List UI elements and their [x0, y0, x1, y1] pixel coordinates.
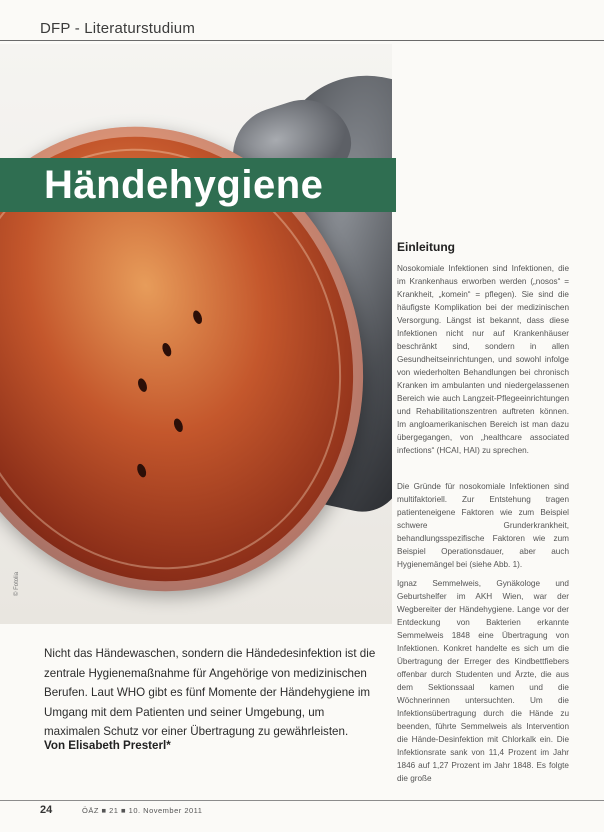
bacteria-colony — [172, 417, 184, 433]
bacteria-colony — [136, 463, 148, 479]
section-heading: Einleitung — [397, 240, 455, 254]
column-paragraph-3: Ignaz Semmelweis, Gynäkologe und Geburtshelfer im AKH Wien, war der Wegbereiter der Händehygiene. Lange vor der Entdeckung von Bakterien erkannte Semmelweis 1848 eine Übertragung von Infektionen. Konkret handelte es sich um die Übertragung der Erreger des Kindbettfiebers offenbar durch Studenten und Ärzte, die aus dem Sektionssaal kamen und die Wöchnerinnen untersuchten. Um die Infektionsübertragung durch die Hände zu beenden, führte Semmelweis als Intervention die Hände-Desinfektion mit Chlorkalk ein. Die Infektionsrate sank von 11,4 Prozent im Jahr 1846 auf 1,27 Prozent im Jahr 1848. Es folgte die große — [397, 579, 569, 783]
section-header: DFP - Literaturstudium — [40, 20, 196, 37]
petri-dish-photo — [0, 44, 392, 624]
article-title: Händehygiene — [44, 163, 324, 207]
photo-credit: © Fotolia — [14, 571, 20, 596]
column-paragraph-2: Die Gründe für nosokomiale Infektionen sind multifaktoriell. Zur Entstehung tragen patienteneigene Faktoren wie zum Beispiel schwere Grunderkrankheit, behandlungsspezifische Faktoren wie zum Beispiel Operationsdauer, aber auch Hygienemängel bei (siehe Abb. 1). — [397, 482, 569, 569]
issue-info: ÖÄZ ■ 21 ■ 10. November 2011 — [82, 806, 203, 815]
lead-paragraph: Nicht das Händewaschen, sondern die Händedesinfektion ist die zentrale Hygienemaßnahme für Angehörige von medizinischen Berufen. Laut WHO gibt es fünf Momente der Händehygiene im Umgang mit dem Patienten und seiner Umgebung, um maximalen Schutz vor einer Übertragung zu gewährleisten. — [44, 647, 376, 739]
column-paragraph-1: Nosokomiale Infektionen sind Infektionen, die im Krankenhaus erworben werden („nosos“ = Krankheit, „komein“ = pflegen). Sie sind die häufigste Komplikation bei der medizinischen Versorgung. Längst ist bekannt, dass diese Infektionen nicht nur auf Krankenhäuser beschränkt sind, sondern in allen Gesundheitseinrichtungen, und sowohl infolge von wiederholten Behandlungen bei chronisch Kranken im ambulanten und niedergelassenen Bereich wie auch Langzeit-Pflegeeinrichtungen und Rehabilitationszentren auftreten können. Im angloamerikanischen Bereich ist man dazu übergegangen, von „healthcare associated infections“ (HCAI, HAI) zu sprechen. — [397, 264, 569, 455]
page-number: 24 — [40, 804, 53, 816]
bacteria-colony — [136, 377, 148, 393]
header-divider — [0, 40, 604, 41]
bacteria-colony — [191, 309, 203, 325]
bacteria-colony — [161, 342, 173, 358]
footer-divider — [0, 800, 604, 801]
author-byline: Von Elisabeth Presterl* — [44, 739, 171, 752]
